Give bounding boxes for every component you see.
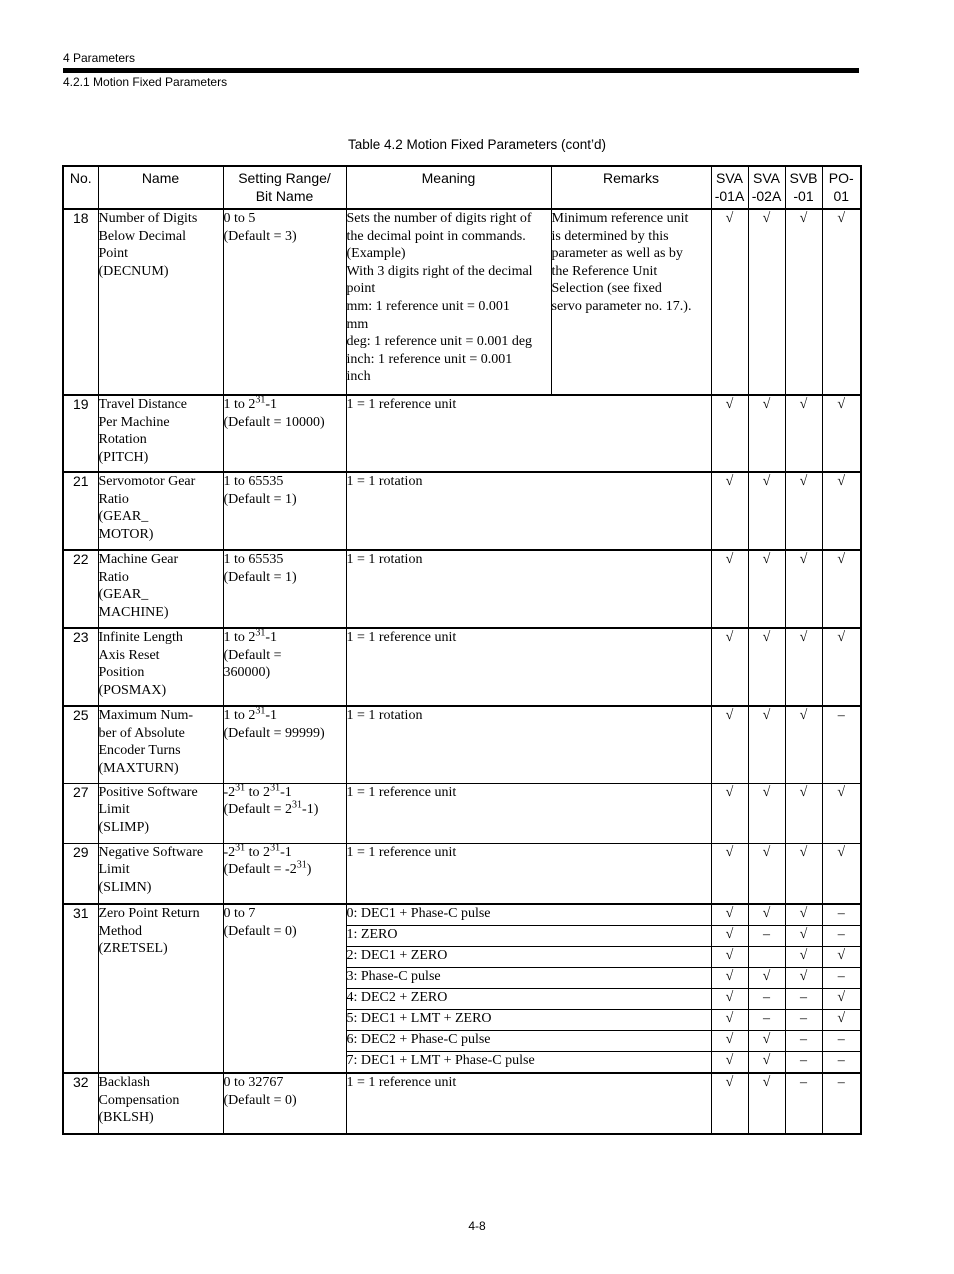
check-mark: √ xyxy=(822,472,861,550)
check-mark: – xyxy=(785,1031,822,1052)
param-meaning: 1 = 1 reference unit xyxy=(346,843,711,904)
check-mark: √ xyxy=(711,706,748,783)
check-mark: √ xyxy=(711,968,748,989)
check-mark: √ xyxy=(748,209,785,395)
param-meaning: 1 = 1 rotation xyxy=(346,472,711,550)
param-no: 32 xyxy=(63,1073,98,1134)
param-setting: 1 to 65535 (Default = 1) xyxy=(223,472,346,550)
check-mark: √ xyxy=(711,947,748,968)
col-meaning-header: Meaning xyxy=(346,166,551,209)
zero-return-option: 4: DEC2 + ZERO xyxy=(346,989,711,1010)
check-mark: – xyxy=(822,926,861,947)
zero-return-option: 1: ZERO xyxy=(346,926,711,947)
param-setting: 0 to 7 (Default = 0) xyxy=(223,904,346,1073)
check-mark: √ xyxy=(711,1073,748,1134)
col-name-header: Name xyxy=(98,166,223,209)
check-mark: √ xyxy=(822,550,861,628)
check-mark: √ xyxy=(822,783,861,843)
check-mark: √ xyxy=(785,843,822,904)
param-name: Negative Software Limit (SLIMN) xyxy=(98,843,223,904)
check-mark: – xyxy=(822,1073,861,1134)
param-no: 31 xyxy=(63,904,98,1073)
check-mark: √ xyxy=(711,1052,748,1074)
check-mark xyxy=(748,947,785,968)
param-no: 22 xyxy=(63,550,98,628)
table-row xyxy=(63,550,861,628)
check-mark: – xyxy=(822,706,861,783)
check-mark: √ xyxy=(785,550,822,628)
zero-return-option: 6: DEC2 + Phase-C pulse xyxy=(346,1031,711,1052)
check-mark: – xyxy=(748,926,785,947)
param-setting: 0 to 32767 (Default = 0) xyxy=(223,1073,346,1134)
check-mark: √ xyxy=(748,1073,785,1134)
param-meaning: 1 = 1 reference unit xyxy=(346,395,711,472)
param-setting: 1 to 65535 (Default = 1) xyxy=(223,550,346,628)
table-row xyxy=(63,209,861,395)
check-mark: √ xyxy=(711,843,748,904)
param-meaning: 1 = 1 rotation xyxy=(346,550,711,628)
param-name: Servomotor Gear Ratio (GEAR_ MOTOR) xyxy=(98,472,223,550)
col-svb01-header: SVB -01 xyxy=(785,166,822,209)
check-mark: √ xyxy=(711,395,748,472)
col-setting-header: Setting Range/ Bit Name xyxy=(223,166,346,209)
param-no: 29 xyxy=(63,843,98,904)
check-mark: √ xyxy=(822,843,861,904)
check-mark: √ xyxy=(822,209,861,395)
check-mark: – xyxy=(785,1010,822,1031)
check-mark: – xyxy=(822,1031,861,1052)
param-name: Number of Digits Below Decimal Point (DECNUM) xyxy=(98,209,223,395)
param-name: Positive Software Limit (SLIMP) xyxy=(98,783,223,843)
zero-return-option: 7: DEC1 + LMT + Phase-C pulse xyxy=(346,1052,711,1074)
header-rule xyxy=(63,68,859,73)
check-mark: √ xyxy=(785,783,822,843)
table-row xyxy=(63,843,861,904)
check-mark: √ xyxy=(748,550,785,628)
table-row xyxy=(63,706,861,783)
param-setting: $-2^{31}$ to $2^{31}-1$ (Default = $2^{31}-1$) xyxy=(223,783,346,843)
check-mark: √ xyxy=(711,989,748,1010)
param-setting: $-2^{31}$ to $2^{31}-1$ (Default = $-2^{31}$) xyxy=(223,843,346,904)
table-row xyxy=(63,1073,861,1134)
param-name: Backlash Compensation (BKLSH) xyxy=(98,1073,223,1134)
check-mark: √ xyxy=(822,1010,861,1031)
check-mark: √ xyxy=(711,550,748,628)
check-mark: √ xyxy=(785,947,822,968)
check-mark: – xyxy=(785,1073,822,1134)
param-setting: 1 to $2^{31}-1$ (Default = 99999) xyxy=(223,706,346,783)
check-mark: √ xyxy=(748,628,785,706)
table-header-row xyxy=(63,166,861,209)
check-mark: – xyxy=(785,1052,822,1074)
param-meaning: 1 = 1 reference unit xyxy=(346,783,711,843)
check-mark: √ xyxy=(785,395,822,472)
zero-return-option: 5: DEC1 + LMT + ZERO xyxy=(346,1010,711,1031)
check-mark: √ xyxy=(822,947,861,968)
chapter-header: 4 Parameters xyxy=(63,51,136,65)
page-number: 4-8 xyxy=(468,1219,486,1233)
param-no: 18 xyxy=(63,209,98,395)
check-mark: √ xyxy=(785,209,822,395)
param-setting: 1 to $2^{31}-1$ (Default = 10000) xyxy=(223,395,346,472)
check-mark: √ xyxy=(711,209,748,395)
col-po01-header: PO- 01 xyxy=(822,166,861,209)
param-meaning: Sets the number of digits right of the decimal point in commands. (Example) With 3 digits right of the decimal point mm: 1 reference unit = 0.001 mm deg: 1 reference unit = 0.001 deg inch: 1 reference unit = 0.001 inch xyxy=(346,209,551,395)
col-sva02a-header: SVA -02A xyxy=(748,166,785,209)
param-no: 27 xyxy=(63,783,98,843)
check-mark: √ xyxy=(785,926,822,947)
zero-return-option: 2: DEC1 + ZERO xyxy=(346,947,711,968)
check-mark: √ xyxy=(785,628,822,706)
param-no: 23 xyxy=(63,628,98,706)
check-mark: √ xyxy=(822,628,861,706)
check-mark: √ xyxy=(711,904,748,926)
check-mark: √ xyxy=(711,1031,748,1052)
param-meaning: 1 = 1 reference unit xyxy=(346,628,711,706)
check-mark: √ xyxy=(822,395,861,472)
check-mark: √ xyxy=(711,783,748,843)
check-mark: √ xyxy=(822,989,861,1010)
col-no-header: No. xyxy=(63,166,98,209)
param-name: Travel Distance Per Machine Rotation (PITCH) xyxy=(98,395,223,472)
param-no: 25 xyxy=(63,706,98,783)
check-mark: √ xyxy=(748,904,785,926)
check-mark: – xyxy=(748,1010,785,1031)
param-name: Machine Gear Ratio (GEAR_ MACHINE) xyxy=(98,550,223,628)
check-mark: – xyxy=(748,989,785,1010)
col-sva01a-header: SVA -01A xyxy=(711,166,748,209)
check-mark: √ xyxy=(748,1031,785,1052)
check-mark: √ xyxy=(785,904,822,926)
table-row xyxy=(63,395,861,472)
section-header: 4.2.1 Motion Fixed Parameters xyxy=(63,75,228,89)
check-mark: √ xyxy=(748,843,785,904)
check-mark: √ xyxy=(748,968,785,989)
param-no: 19 xyxy=(63,395,98,472)
param-name: Maximum Num- ber of Absolute Encoder Turns (MAXTURN) xyxy=(98,706,223,783)
param-remarks: Minimum reference unit is determined by this parameter as well as by the Reference Unit Selection (see fixed servo parameter no. 17.). xyxy=(551,209,711,395)
param-meaning: 1 = 1 reference unit xyxy=(346,1073,711,1134)
check-mark: √ xyxy=(785,472,822,550)
check-mark: √ xyxy=(711,628,748,706)
check-mark: √ xyxy=(785,706,822,783)
col-remarks-header: Remarks xyxy=(551,166,711,209)
param-meaning: 1 = 1 rotation xyxy=(346,706,711,783)
check-mark: – xyxy=(822,1052,861,1074)
check-mark: √ xyxy=(785,968,822,989)
motion-fixed-parameters-table xyxy=(62,165,862,1135)
zero-return-option: 0: DEC1 + Phase-C pulse xyxy=(346,904,711,926)
param-no: 21 xyxy=(63,472,98,550)
table-row xyxy=(63,904,861,926)
check-mark: √ xyxy=(711,472,748,550)
check-mark: – xyxy=(822,968,861,989)
check-mark: √ xyxy=(711,926,748,947)
check-mark: √ xyxy=(748,1052,785,1074)
check-mark: √ xyxy=(748,472,785,550)
check-mark: √ xyxy=(748,395,785,472)
check-mark: – xyxy=(822,904,861,926)
check-mark: √ xyxy=(748,783,785,843)
table-caption: Table 4.2 Motion Fixed Parameters (cont’d) xyxy=(347,137,607,152)
zero-return-option: 3: Phase-C pulse xyxy=(346,968,711,989)
table-row xyxy=(63,628,861,706)
check-mark: √ xyxy=(711,1010,748,1031)
check-mark: – xyxy=(785,989,822,1010)
param-setting: 0 to 5 (Default = 3) xyxy=(223,209,346,395)
param-name: Infinite Length Axis Reset Position (POSMAX) xyxy=(98,628,223,706)
table-row xyxy=(63,783,861,843)
param-name: Zero Point Return Method (ZRETSEL) xyxy=(98,904,223,1073)
param-setting: 1 to $2^{31}-1$ (Default = 360000) xyxy=(223,628,346,706)
check-mark: √ xyxy=(748,706,785,783)
table-row xyxy=(63,472,861,550)
